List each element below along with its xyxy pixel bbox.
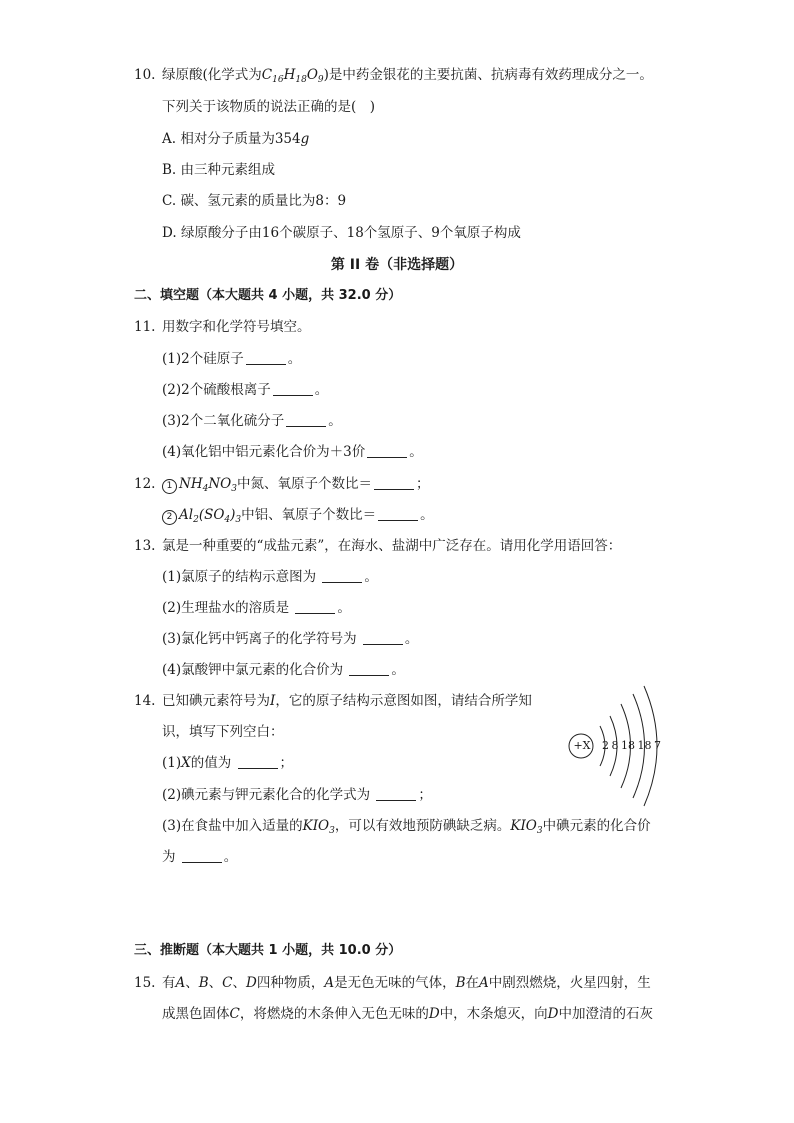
q14-item2: (2)碘元素与钾元素化合的化学式为 ； — [162, 787, 432, 803]
q14-item3: (3)在食盐中加入适量的$KIO_3$，可以有效地预防碘缺乏病。$KIO_3$中碘元素的化合价 — [162, 818, 651, 836]
answer-blank[interactable] — [378, 506, 418, 521]
q10-stem-line2: 下列关于该物质的说法正确的是( ) — [162, 99, 376, 115]
section2-title: 二、填空题（本大题共 4 小题，共 32.0 分） — [134, 288, 402, 303]
q13-item1: (1)氯原子的结构示意图为 。 — [162, 569, 378, 585]
q10-formula: $C_{16}H_{18}O_9$ — [261, 67, 324, 85]
q15-number: 15. — [134, 975, 156, 991]
answer-blank[interactable] — [182, 848, 222, 863]
q11-stem: 用数字和化学符号填空。 — [162, 319, 311, 335]
answer-blank[interactable] — [246, 350, 286, 365]
q14-stem-line2: 识，填写下列空白： — [162, 724, 284, 740]
q10-number: 10. — [134, 67, 156, 83]
q12-item1: 1 $NH_4NO_3$中氮、氧原子个数比＝ ； — [162, 475, 429, 494]
answer-blank[interactable] — [286, 412, 326, 427]
q12-number: 12. — [134, 476, 156, 492]
nucleus-label: +X — [573, 739, 591, 752]
electron-counts: 2 8 18 18 7 — [602, 739, 661, 752]
section3-title: 三、推断题（本大题共 1 小题，共 10.0 分） — [134, 943, 402, 958]
q13-item4: (4)氯酸钾中氯元素的化合价为 。 — [162, 662, 405, 678]
q13-stem: 氯是一种重要的“成盐元素”，在海水、盐湖中广泛存在。请用化学用语回答： — [162, 538, 622, 554]
q14-number: 14. — [134, 693, 156, 709]
answer-blank[interactable] — [295, 599, 335, 614]
iodine-atom-structure-diagram — [560, 682, 670, 812]
q13-number: 13. — [134, 538, 156, 554]
q11-item4: (4)氧化铝中铝元素化合价为＋3价 。 — [162, 444, 423, 460]
q13-item3: (3)氯化钙中钙离子的化学符号为 。 — [162, 631, 419, 647]
answer-blank[interactable] — [273, 381, 313, 396]
q10-stem-line1: 绿原酸(化学式为$C_{16}H_{18}O_9$)是中药金银花的主要抗菌、抗病毒有效药理成分之一。 — [162, 67, 653, 85]
q11-number: 11. — [134, 319, 156, 335]
q10-option-d: D. 绿原酸分子由16个碳原子、18个氢原子、9个氧原子构成 — [162, 225, 521, 241]
q14-stem-line1: 已知碘元素符号为I，它的原子结构示意图如图，请结合所学知 — [162, 693, 532, 709]
volume2-title: 第 II 卷（非选择题） — [330, 257, 464, 273]
q11-item2: (2)2个硫酸根离子 。 — [162, 382, 329, 398]
q10-option-b: B. 由三种元素组成 — [162, 162, 276, 178]
answer-blank[interactable] — [363, 630, 403, 645]
circled-number: 1 — [162, 479, 177, 494]
q14-item3-line2: 为 。 — [162, 849, 238, 865]
q13-item2: (2)生理盐水的溶质是 。 — [162, 600, 351, 616]
q15-line1: 有A、B、C、D四种物质，A是无色无味的气体，B在A中剧烈燃烧，火星四射，生 — [162, 975, 651, 991]
answer-blank[interactable] — [367, 443, 407, 458]
q11-item3: (3)2个二氧化硫分子 。 — [162, 413, 342, 429]
q11-item1: (1)2个硅原子 。 — [162, 351, 302, 367]
q12-item2: 2 $Al_2(SO_4)_3$中铝、氧原子个数比＝ 。 — [162, 506, 434, 525]
answer-blank[interactable] — [349, 661, 389, 676]
q14-item1: (1)X的值为 ； — [162, 755, 294, 771]
circled-number: 2 — [162, 510, 177, 525]
q15-line2: 成黑色固体C，将燃烧的木条伸入无色无味的D中，木条熄灭，向D中加澄清的石灰 — [162, 1006, 653, 1022]
q10-option-c: C. 碳、氢元素的质量比为8：9 — [162, 193, 347, 209]
answer-blank[interactable] — [322, 568, 362, 583]
answer-blank[interactable] — [376, 786, 416, 801]
answer-blank[interactable] — [238, 754, 278, 769]
answer-blank[interactable] — [374, 475, 414, 490]
q10-option-a: A. 相对分子质量为354g — [162, 131, 310, 147]
